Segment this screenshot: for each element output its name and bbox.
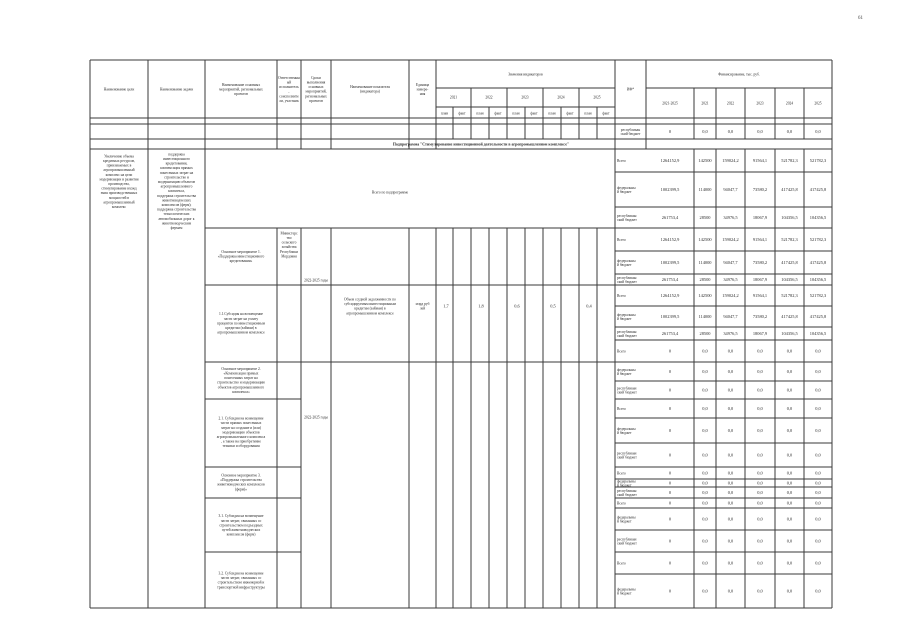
finance-value: 0,0 xyxy=(815,368,821,374)
header-fin-col: 2021-2025 xyxy=(662,101,678,106)
finance-value: 0,0 xyxy=(786,427,793,433)
header-unit: Единица измере-ния xyxy=(415,82,430,96)
source-label: Всего xyxy=(617,471,626,476)
activity-text: Основное мероприятие 1. «Поддержка инвестиционного кредитования» xyxy=(217,249,265,263)
header-plan-fact: факт xyxy=(566,111,574,116)
activity-text: Основное мероприятие 2. «Компенсация прямых понесенных затрат на строительство и модернизацию объектов агропромышленного комплекса» xyxy=(216,366,266,394)
finance-value: 0,0 xyxy=(702,500,708,506)
finance-value: 0,0 xyxy=(786,489,793,495)
finance-value: 34976,5 xyxy=(723,214,738,220)
indicator-value: 0,6 xyxy=(514,303,520,309)
source-label: республикан ский бюджет xyxy=(617,488,637,497)
finance-value: 94047,7 xyxy=(723,259,738,265)
source-label: федеральны й бюджет xyxy=(617,367,636,376)
finance-value: 521782,3 xyxy=(781,157,798,163)
header-plan-fact: факт xyxy=(458,111,466,116)
activity-text: 3.1. Субсидия на возмещение части затрат, связанных со строительством подъездных путей животноводческих комплексов (ферм) xyxy=(218,514,264,537)
finance-value: 0,0 xyxy=(786,516,793,522)
finance-value: 0 xyxy=(668,368,672,374)
finance-value: 0,0 xyxy=(727,538,734,544)
header-plan-fact: план xyxy=(512,111,520,116)
indicator-value: 1,8 xyxy=(478,303,484,309)
finance-value: 0 xyxy=(668,500,672,506)
header-year: 2025 xyxy=(593,95,601,100)
finance-value: 261753,4 xyxy=(661,214,679,220)
finance-value: 0 xyxy=(668,560,672,566)
finance-value: 261753,4 xyxy=(661,330,679,336)
source-label: федеральны й бюджет xyxy=(617,479,636,488)
activity-text: 3.2. Субсидия на возмещение части затрат, связанных со строительством инженерной и транспортной инфраструктуры xyxy=(217,571,265,590)
task-text: поддержка инвестиционного кредитования, компенсация прямых понесенных затрат на строительство и модернизацию объектов агропромышленного комплекса, поддержка строительства животноводческих комплексов (ферм); поддержка строительства технологических автомобильных дорог к животноводческим фермам xyxy=(156,152,197,230)
finance-value: 417425,8 xyxy=(809,186,827,192)
header-financing: Финансирование, тыс. руб. xyxy=(718,72,760,77)
activity-text: 1.1.Субсидия на возмещение части затрат на уплату процентов по инвестиционным кредитам (займам) в агропромышленном комплексе xyxy=(217,312,265,335)
source-label: федеральны й бюджет xyxy=(617,587,636,596)
finance-value: 73580,2 xyxy=(752,186,768,192)
finance-value: 104356,5 xyxy=(809,276,827,282)
finance-value: 91564,1 xyxy=(752,236,768,242)
finance-value: 159024,2 xyxy=(722,236,739,242)
finance-value: 0,0 xyxy=(815,387,821,393)
executor-text: Министерс тво сельского хозяйства Республики Мордовия xyxy=(279,231,299,259)
header-plan-fact: факт xyxy=(530,111,538,116)
finance-value: 0,0 xyxy=(757,588,763,594)
source-label: федеральны й бюджет xyxy=(617,185,636,194)
period-b: 2022-2025 годы xyxy=(304,415,328,420)
header-fin-col: 2023 xyxy=(756,101,764,106)
finance-value: 0,0 xyxy=(815,500,821,506)
period-a: 2022-2025 годы xyxy=(304,278,328,283)
finance-value: 0,0 xyxy=(757,452,763,458)
finance-value: 0,0 xyxy=(786,588,793,594)
activity-text: 2.1. Субсидия на возмещение части прямых понесенных затрат на создание и (или) модернизацию объектов агропромышленного комплекса , а также на приобретение техники и оборудования xyxy=(216,416,266,449)
source-label: республикан ский бюджет xyxy=(617,213,637,222)
finance-value: 0 xyxy=(668,588,672,594)
finance-value: 0,0 xyxy=(727,480,734,486)
finance-value: 73580,2 xyxy=(752,259,768,265)
indicator-value: 0,4 xyxy=(586,303,592,309)
header-fin-col: 2022 xyxy=(726,101,735,106)
finance-value: 0,0 xyxy=(815,480,821,486)
header-year: 2022 xyxy=(485,95,493,100)
finance-value: 0,0 xyxy=(702,588,708,594)
finance-value: 0,0 xyxy=(702,405,708,411)
source-label: республикан ский бюджет xyxy=(617,329,637,338)
finance-value: 417425,8 xyxy=(809,259,827,265)
finance-value: 0,0 xyxy=(727,128,734,134)
finance-value: 0,0 xyxy=(757,427,763,433)
finance-value: 0,0 xyxy=(815,538,821,544)
header-task: Наименование задачи xyxy=(159,87,194,92)
finance-value: 0,0 xyxy=(815,588,821,594)
finance-value: 0,0 xyxy=(757,470,763,476)
finance-value: 521782,3 xyxy=(781,236,798,242)
finance-value: 521782,3 xyxy=(781,292,798,298)
finance-value: 0,0 xyxy=(702,368,708,374)
finance-value: 0,0 xyxy=(727,500,734,506)
finance-value: 0 xyxy=(668,348,672,354)
source-label: республикан ский бюджет xyxy=(617,537,637,546)
finance-value: 0,0 xyxy=(815,470,821,476)
finance-value: 417425,8 xyxy=(781,259,798,265)
header-year: 2023 xyxy=(521,95,529,100)
finance-value: 417425,8 xyxy=(809,313,827,319)
finance-value: 0,0 xyxy=(702,538,708,544)
finance-value: 0,0 xyxy=(757,405,763,411)
source-label: республикан ский бюджет xyxy=(617,275,637,284)
source-label: Всего xyxy=(617,561,626,566)
header-goal: Наименование цели xyxy=(103,87,135,92)
finance-value: 0,0 xyxy=(727,452,734,458)
finance-value: 417425,8 xyxy=(781,186,798,192)
finance-value: 0,0 xyxy=(786,560,793,566)
source-label: республикан ский бюджет xyxy=(620,127,641,136)
finance-value: 0,0 xyxy=(727,560,734,566)
source-label: Всего xyxy=(617,501,626,506)
finance-value: 521782,3 xyxy=(809,236,827,242)
source-label: федеральны й бюджет xyxy=(617,258,636,267)
finance-value: 73580,2 xyxy=(752,313,768,319)
source-label: федеральны й бюджет xyxy=(617,515,636,524)
finance-value: 0,0 xyxy=(815,560,821,566)
finance-value: 0,0 xyxy=(702,348,708,354)
finance-value: 18067,9 xyxy=(752,330,768,336)
finance-value: 0,0 xyxy=(786,387,793,393)
header-activity: Наименование основных мероприятий, региональных проектов xyxy=(219,82,263,96)
finance-value: 0,0 xyxy=(702,452,708,458)
finance-value: 1264152,9 xyxy=(660,292,680,298)
finance-value: 104356,5 xyxy=(781,214,798,220)
finance-value: 0 xyxy=(668,489,672,495)
finance-value: 0 xyxy=(668,427,672,433)
finance-value: 0,0 xyxy=(702,516,708,522)
finance-value: 0,0 xyxy=(727,387,734,393)
total-label: Всего по подпрограмме xyxy=(371,190,409,195)
finance-value: 0 xyxy=(668,405,672,411)
finance-value: 0,0 xyxy=(786,348,793,354)
finance-value: 0,0 xyxy=(727,516,734,522)
finance-value: 0,0 xyxy=(727,588,734,594)
header-source: ИФ* xyxy=(626,87,635,92)
activity-text: Основное мероприятие 3. «Поддержка строительства животноводческих комплексов (ферм)» xyxy=(217,473,265,492)
header-plan-fact: факт xyxy=(494,111,502,116)
finance-value: 0,0 xyxy=(815,489,821,495)
finance-value: 0,0 xyxy=(727,427,734,433)
finance-value: 104356,5 xyxy=(781,330,798,336)
finance-value: 0 xyxy=(668,128,672,134)
finance-value: 521782,3 xyxy=(809,292,827,298)
finance-value: 91564,1 xyxy=(752,157,768,163)
source-label: Всего xyxy=(617,158,626,163)
finance-value: 0,0 xyxy=(757,560,763,566)
indicator-text: Объем ссудной задолженности по субсидируемым инвестиционным кредитам (займам) в агропромышленном комплексе xyxy=(344,297,396,316)
finance-value: 0,0 xyxy=(727,489,734,495)
finance-value: 0,0 xyxy=(757,387,763,393)
finance-value: 94047,7 xyxy=(723,186,738,192)
finance-value: 142500 xyxy=(698,157,712,163)
finance-value: 142500 xyxy=(698,236,712,242)
unit-text: млрд руб лей xyxy=(415,302,430,311)
finance-value: 0,0 xyxy=(786,500,793,506)
finance-value: 0,0 xyxy=(815,348,821,354)
header-fin-col: 2021 xyxy=(701,101,709,106)
indicator-value: 1,7 xyxy=(443,303,449,309)
finance-value: 0,0 xyxy=(702,470,708,476)
header-year: 2021 xyxy=(449,95,458,100)
finance-value: 0,0 xyxy=(702,489,708,495)
finance-value: 1002399,5 xyxy=(660,186,680,192)
finance-value: 34976,5 xyxy=(723,276,738,282)
source-label: Всего xyxy=(617,237,626,242)
finance-value: 142500 xyxy=(698,292,712,298)
header-fin-col: 2025 xyxy=(814,101,822,106)
finance-value: 0,0 xyxy=(702,560,708,566)
finance-value: 0,0 xyxy=(786,538,793,544)
header-year: 2024 xyxy=(557,95,565,100)
finance-value: 417425,8 xyxy=(781,313,798,319)
finance-value: 94047,7 xyxy=(723,313,738,319)
finance-value: 114000 xyxy=(698,313,712,319)
finance-value: 0,0 xyxy=(786,480,793,486)
source-label: республикан ский бюджет xyxy=(617,451,637,460)
header-plan-fact: факт xyxy=(602,111,610,116)
source-label: Всего xyxy=(617,349,626,354)
header-indicator: Наименование показателя (индикатора) xyxy=(350,85,390,94)
finance-value: 0 xyxy=(668,387,672,393)
header-plan-fact: план xyxy=(548,111,556,116)
finance-value: 1264152,9 xyxy=(660,157,680,163)
finance-value: 0,0 xyxy=(815,427,821,433)
finance-value: 28500 xyxy=(699,330,711,336)
finance-value: 0,0 xyxy=(702,387,708,393)
header-deadline: Сроки выполнения основных мероприятий, региональных проектов xyxy=(305,75,327,103)
subprogram-title: Подпрограмма "Стимулирование инвестиционной деятельности в агропромышленном комплексе" xyxy=(392,142,570,147)
source-label: федеральны й бюджет xyxy=(617,426,636,435)
header-plan-fact: план xyxy=(476,111,484,116)
finance-value: 0,0 xyxy=(757,500,763,506)
header-plan-fact: план xyxy=(440,111,449,116)
finance-value: 114000 xyxy=(698,186,712,192)
finance-value: 0,0 xyxy=(727,348,734,354)
finance-value: 34976,5 xyxy=(723,330,738,336)
finance-value: 0 xyxy=(668,452,672,458)
finance-value: 0,0 xyxy=(702,128,708,134)
finance-value: 0,0 xyxy=(757,489,763,495)
source-label: федеральны й бюджет xyxy=(617,312,636,321)
finance-value: 114000 xyxy=(698,259,712,265)
finance-value: 0,0 xyxy=(757,368,763,374)
finance-value: 0,0 xyxy=(786,405,793,411)
finance-value: 28500 xyxy=(699,276,711,282)
finance-value: 0,0 xyxy=(786,368,793,374)
finance-value: 28500 xyxy=(699,214,711,220)
finance-value: 0,0 xyxy=(815,452,821,458)
header-executor: Ответственны ый исполнитель , соисполните ли, участник xyxy=(278,75,300,103)
finance-value: 0,0 xyxy=(786,128,793,134)
finance-value: 0,0 xyxy=(757,128,763,134)
finance-value: 104356,5 xyxy=(809,330,827,336)
finance-value: 261753,4 xyxy=(661,276,679,282)
finance-value: 0,0 xyxy=(757,516,763,522)
finance-value: 91564,1 xyxy=(752,292,768,298)
page-number: 61 xyxy=(858,16,863,21)
finance-value: 521782,3 xyxy=(809,157,827,163)
finance-value: 0,0 xyxy=(727,470,734,476)
finance-value: 1264152,9 xyxy=(660,236,680,242)
finance-value: 0,0 xyxy=(815,405,821,411)
finance-value: 159024,2 xyxy=(722,292,739,298)
finance-value: 0 xyxy=(668,516,672,522)
finance-value: 0,0 xyxy=(786,452,793,458)
finance-value: 0 xyxy=(668,538,672,544)
finance-value: 1002399,5 xyxy=(660,259,680,265)
finance-value: 0,0 xyxy=(702,480,708,486)
finance-value: 159024,2 xyxy=(722,157,739,163)
finance-value: 0,0 xyxy=(815,128,821,134)
header-plan-fact: план xyxy=(584,111,592,116)
source-label: Всего xyxy=(617,406,626,411)
source-label: республикан ский бюджет xyxy=(617,386,637,395)
finance-value: 0,0 xyxy=(727,405,734,411)
finance-value: 0,0 xyxy=(757,480,763,486)
finance-value: 0,0 xyxy=(757,348,763,354)
goal-text: Увеличение объема кредитных ресурсов, привлекаемых в агропромышленный комплекс на цели модернизации и развития производства, стимулирование вхожд ения производственных мощностей в агропромышленный комплекс xyxy=(99,154,139,209)
source-label: Всего xyxy=(617,293,626,298)
finance-value: 0,0 xyxy=(757,538,763,544)
indicator-value: 0,5 xyxy=(550,303,556,309)
finance-value: 1002399,5 xyxy=(660,313,680,319)
finance-value: 0,0 xyxy=(727,368,734,374)
finance-value: 18067,9 xyxy=(752,214,768,220)
finance-value: 0 xyxy=(668,470,672,476)
finance-value: 104356,5 xyxy=(781,276,798,282)
finance-value: 104356,5 xyxy=(809,214,827,220)
header-fin-col: 2024 xyxy=(785,101,794,106)
header-indicator-values: Значения индикаторов xyxy=(508,72,543,77)
finance-value: 18067,9 xyxy=(752,276,768,282)
finance-value: 0,0 xyxy=(815,516,821,522)
finance-value: 0,0 xyxy=(786,470,793,476)
finance-value: 0,0 xyxy=(702,427,708,433)
finance-value: 0 xyxy=(668,480,672,486)
